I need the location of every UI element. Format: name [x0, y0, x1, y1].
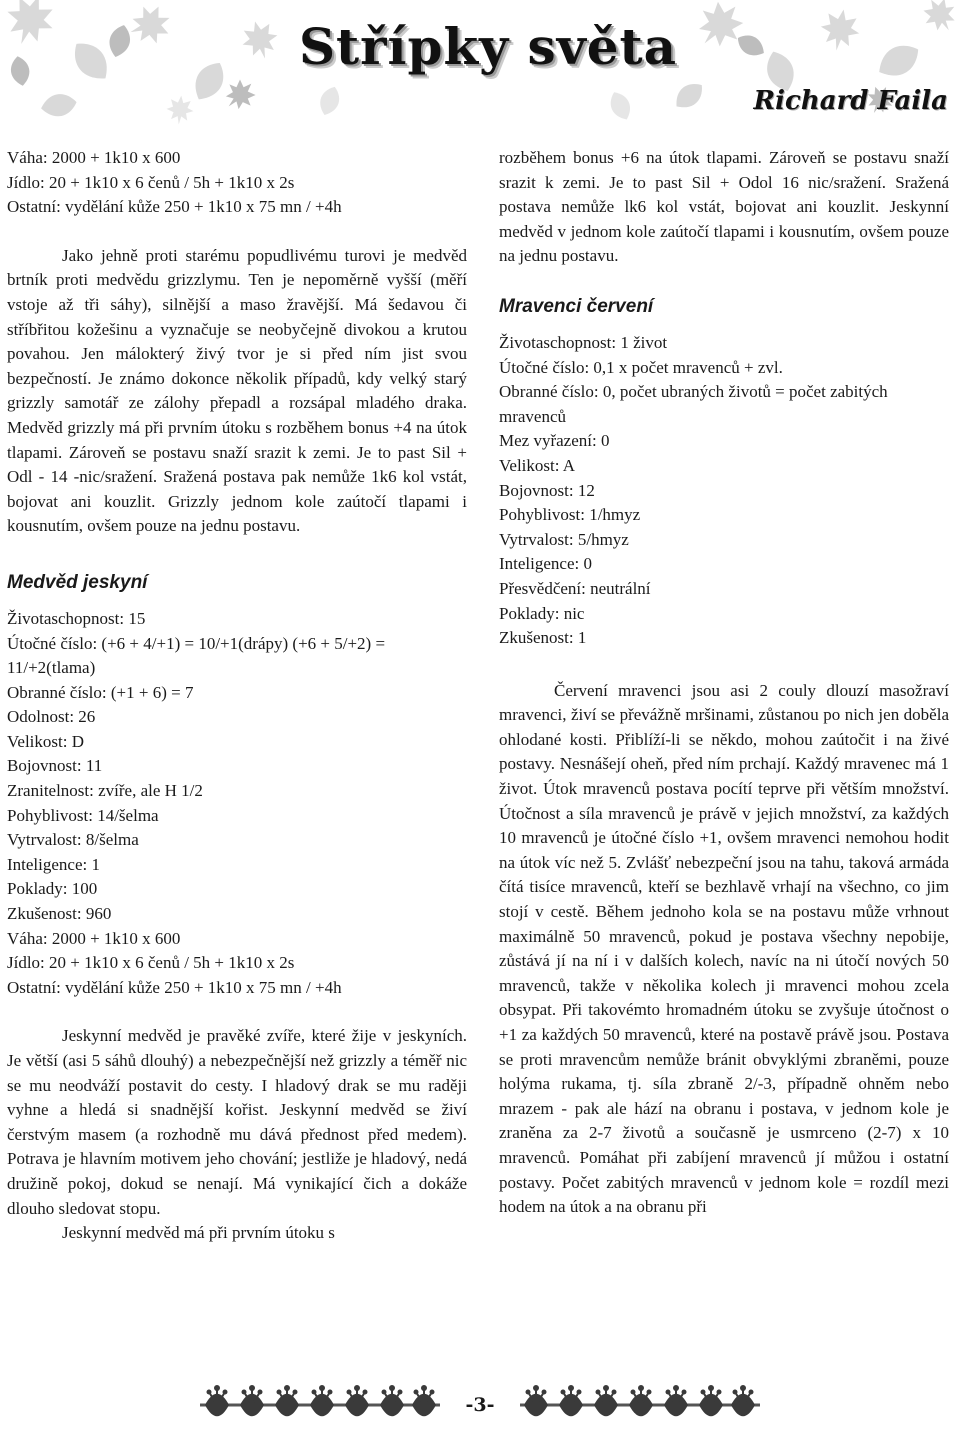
cave-bear-attack-continued: rozběhem bonus +6 na útok tlapami. Zároveň se postavu snaží srazit k zemi. Je to past Sil + Odol 16 nic/sražení. Sražená postava nemůže lk6 kol vstát, bojovat ani kouzlit. Jeskynní medvěd v jednom kole zaútočí tlapami i kousnutím, ovšem pouze na jednu postavu. [499, 148, 949, 266]
stat-line: Pohyblivost: 1/hmyz [499, 505, 641, 525]
stat-line: Poklady: 100 [7, 879, 98, 899]
stat-line: Bojovnost: 11 [7, 756, 103, 776]
stat-line: Vytrvalost: 5/hmyz [499, 529, 629, 549]
page-title: Střípky světa [298, 17, 678, 76]
stat-line: Pohyblivost: 14/šelma [7, 805, 159, 825]
grizzly-description: Jako jehně proti starému popudlivému turovi je medvěd brtník proti medvědu grizzlymu. Ten je nepoměrně vyšší (měří vstoje až tři sáhy), silnější a maso žravější. Má šedavou či stříbřitou kožešinu a vyznačuje se neobyčejně divokou a krutou povahou. Jen málokterý živý tvor je si před ním jist svou bezpečností. Je známo dokonce několik případů, kdy velký starý grizzly samotář ze zálohy přepadl a rozsápal mladého draka. Medvěd grizzly má při prvním útoku s rozběhem bonus +4 na útok tlapami. Zároveň se postavu snaží srazit k zemi. Je to past Sil + Odl - 14 -nic/sražení. Sražená postava pak nemůže 1k6 kol vstát, bojovat ani kouzlit. Grizzly jednom kole zaútočí tlapami i kousnutím, ovšem pouze na jednu postavu. [7, 245, 467, 536]
stat-line: Přesvědčení: neutrální [499, 578, 651, 598]
stat-line: Jídlo: 20 + 1k10 x 6 čenů / 5h + 1k10 x 2s [7, 953, 295, 973]
stat-line: Ostatní: vydělání kůže 250 + 1k10 x 75 mn / +4h [7, 197, 342, 217]
author-name: Richard Faila [753, 86, 948, 116]
right-column [499, 146, 949, 1220]
section-heading-cave-bear: Medvěd jeskyní [7, 571, 148, 593]
stat-line: Odolnost: 26 [7, 707, 96, 727]
stat-line: Velikost: D [7, 731, 84, 751]
stat-line: Útočné číslo: (+6 + 4/+1) = 10/+1(drápy) (+6 + 5/+2) = 11/+2(tlama) [7, 633, 386, 678]
page-number: -3- [465, 1394, 495, 1416]
stat-line: Životaschopnost: 1 život [499, 332, 668, 352]
stat-line: Váha: 2000 + 1k10 x 600 [7, 928, 181, 948]
stat-line: Poklady: nic [499, 603, 585, 623]
stat-line: Obranné číslo: (+1 + 6) = 7 [7, 682, 194, 702]
cave-bear-attack-start: Jeskynní medvěd má při prvním útoku s [62, 1223, 335, 1243]
stat-line: Ostatní: vydělání kůže 250 + 1k10 x 75 mn / +4h [7, 977, 342, 997]
stat-line: Zkušenost: 1 [499, 628, 587, 648]
cave-bear-description: Jeskynní medvěd je pravěké zvíře, které žije v jeskyních. Je větší (asi 5 sáhů dlouhý) a nebezpečnější než grizzly a téměř nic se mu neodváží postavit do cesty. I hladový drak se mu raději vyhne a hledá si snadnější kořist. Jeskynní medvěd se živí čerstvým masem (a rozhodně mu dává přednost před medem). Potrava je hlavním motivem jeho chování; jestliže je hladový, nedá družině pokoj, dokud se nenají. Má vynikající čich a dokáže dlouho sledovat stopu. [7, 1026, 467, 1218]
stat-line: Životaschopnost: 15 [7, 608, 146, 628]
stat-line: Zranitelnost: zvíře, ale H 1/2 [7, 781, 203, 801]
stat-line: Jídlo: 20 + 1k10 x 6 čenů / 5h + 1k10 x 2s [7, 172, 295, 192]
stat-line: Zkušenost: 960 [7, 904, 112, 924]
stat-line: Bojovnost: 12 [499, 480, 595, 500]
stat-line: Inteligence: 1 [7, 854, 100, 874]
section-heading-red-ants: Mravenci červení [499, 295, 654, 317]
stat-line: Velikost: A [499, 455, 576, 475]
stat-line: Útočné číslo: 0,1 x počet mravenců + zvl. [499, 357, 783, 377]
red-ants-description: Červení mravenci jsou asi 2 couly dlouzí masožraví mravenci, živí se převážně mršinami, zůstanou po nich jen doběla ohlodané kosti. Přiblíží-li se někdo, mohou zaútočit i na živé postavy. Nesnášejí oheň, před ním prchají. Každý mravenec má 1 život. Útok mravenců postava pocítí teprve při větším množství. Útočnost a síla mravenců je právě v jejich množství, za každých 10 mravenců je útočné číslo +1, ovšem mravenci nemohou hodit na útok víc než 5. Zvlášť nebezpeční jsou na tahu, taková armáda čítá tisíce mravenců, kteří se bezhlavě vrhají na všechno, co jim stojí v cestě. Během jednoho kola se na postavu může vrhnout maximálně 50 mravenců, pokud je postava všechny nepobije, zůstává jí na ní i v dalších kolech, navíc na ni útočí nových 50 mravenců, takže v několika kolech ji mravenci mohou zcela obsypat. Při takovémto hromadném útoku se zvyšuje útočnost o +1 za každých 50 mravenců, které na postavě právě jsou. Postava se proti mravencům nemůže bránit obvyklými zbraněmi, pouze holýma rukama, tj. síla zbraně 2/-3, případně ohněm nebo mrazem - pak ale hází na obranu i postava, v jednom kole je zraněna za 2-7 životů a současně je usmrceno (2-7) x 10 mravenců. Pomáhat při zabíjení mravenců jí můžou i ostatní postavy. Počet zabitých mravenců v jednom kole = rozdíl mezi hodem na útok a na obranu při [499, 680, 949, 1217]
stat-line: Vytrvalost: 8/šelma [7, 830, 139, 850]
stat-line: Mez vyřazení: 0 [499, 431, 610, 451]
page-header [0, 0, 960, 125]
stat-line: Inteligence: 0 [499, 554, 592, 574]
stat-line: Váha: 2000 + 1k10 x 600 [7, 148, 181, 167]
page-footer [0, 1380, 960, 1430]
stat-line: Obranné číslo: 0, počet ubraných životů = počet zabitých mravenců [499, 382, 888, 426]
left-column [7, 146, 467, 1246]
